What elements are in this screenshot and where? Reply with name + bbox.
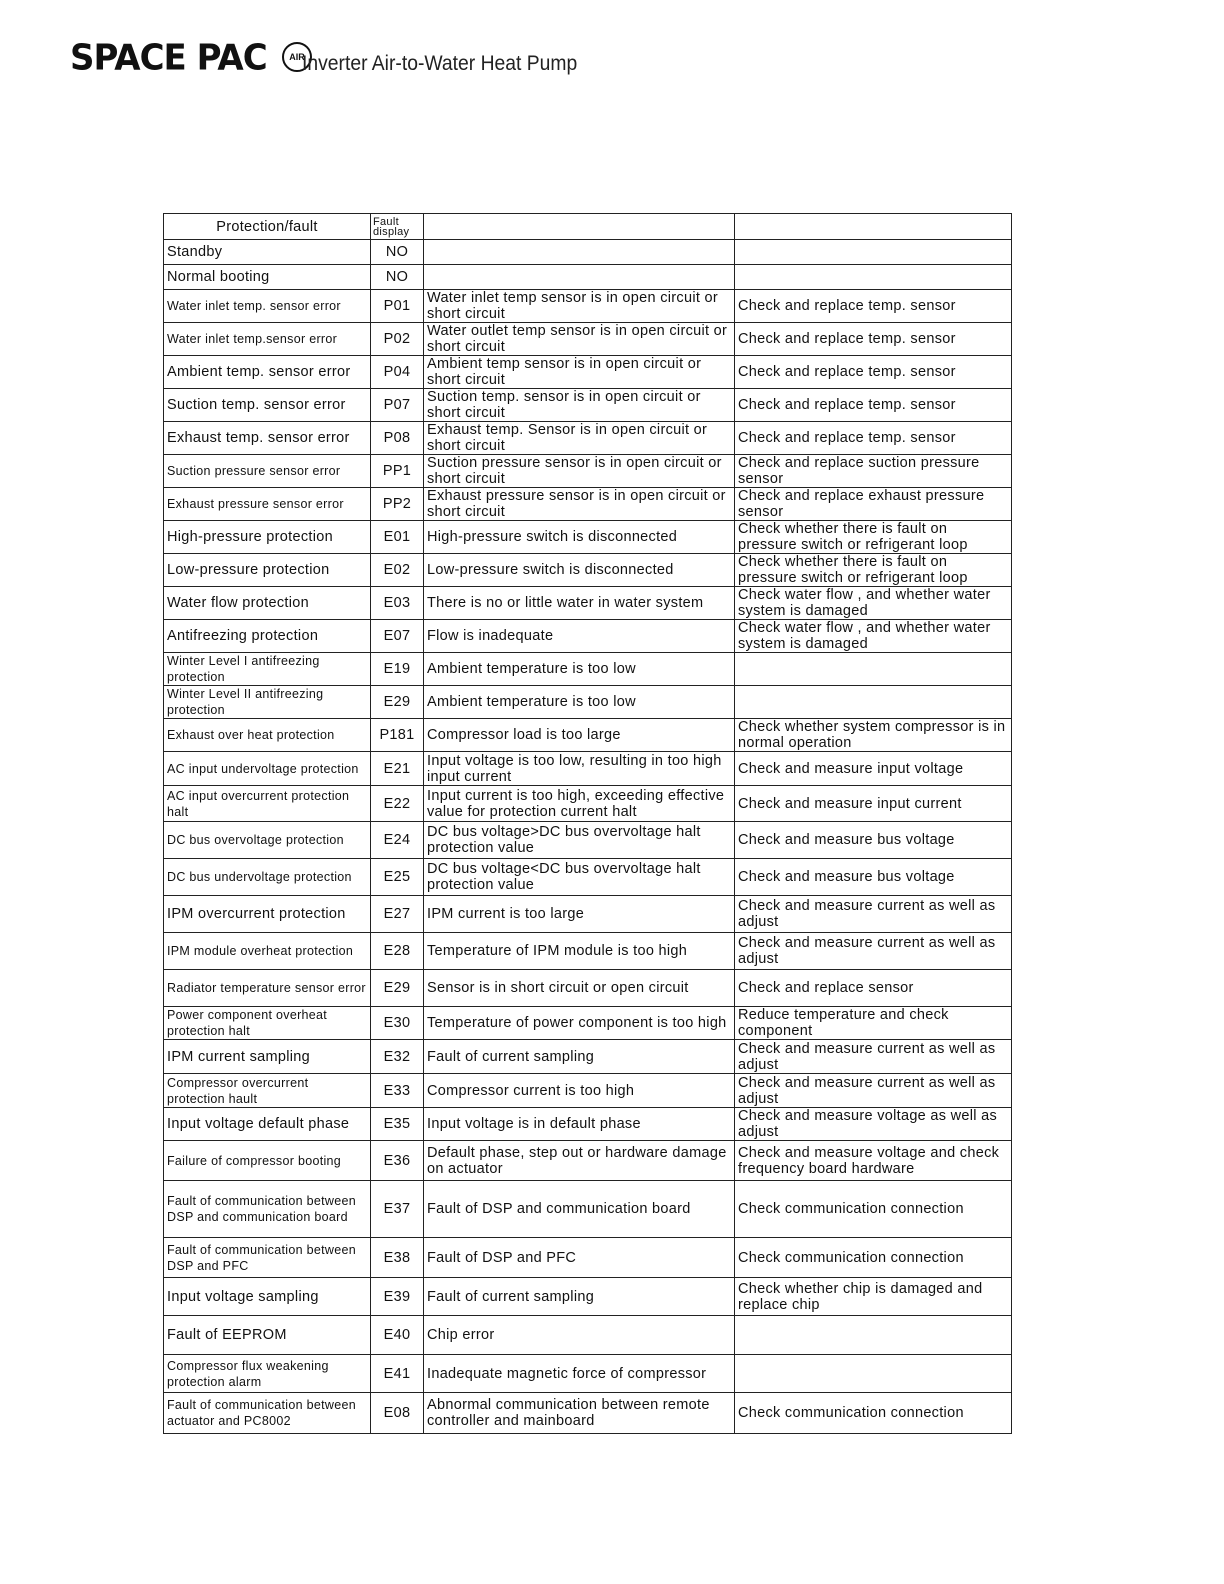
fault-cause-cell: Fault of DSP and communication board	[424, 1181, 735, 1238]
fault-code-cell: E22	[371, 786, 424, 822]
fault-name-cell: Power component overheat protection halt	[164, 1007, 371, 1040]
fault-code-cell: E35	[371, 1108, 424, 1141]
table-row	[164, 970, 1012, 1007]
table-row	[164, 455, 1012, 488]
fault-code-cell: E29	[371, 970, 424, 1007]
fault-code-cell: E32	[371, 1040, 424, 1074]
table-row	[164, 488, 1012, 521]
fault-solution-cell: Check and measure bus voltage	[735, 859, 1012, 896]
fault-cause-cell: Temperature of power component is too high	[424, 1007, 735, 1040]
fault-solution-cell: Check and replace temp. sensor	[735, 422, 1012, 455]
fault-name-cell: IPM overcurrent protection	[164, 896, 371, 933]
fault-code-cell: E02	[371, 554, 424, 587]
logo-seal-icon: AIR	[282, 42, 312, 72]
table-row	[164, 1316, 1012, 1355]
fault-code-cell: E41	[371, 1355, 424, 1393]
fault-name-cell: Fault of EEPROM	[164, 1316, 371, 1355]
table-row	[164, 653, 1012, 686]
fault-solution-cell: Check communication connection	[735, 1238, 1012, 1278]
fault-code-cell: E40	[371, 1316, 424, 1355]
fault-code-cell: E01	[371, 521, 424, 554]
fault-cause-cell	[424, 240, 735, 265]
fault-name-cell: DC bus overvoltage protection	[164, 822, 371, 859]
fault-code-cell: E24	[371, 822, 424, 859]
fault-name-cell: Antifreezing protection	[164, 620, 371, 653]
fault-cause-cell: Low-pressure switch is disconnected	[424, 554, 735, 587]
table-row	[164, 859, 1012, 896]
fault-solution-cell	[735, 653, 1012, 686]
column-header-fault-display: Fault display	[371, 214, 424, 240]
fault-code-cell: NO	[371, 240, 424, 265]
fault-code-cell: E29	[371, 686, 424, 719]
fault-solution-cell: Check and replace temp. sensor	[735, 356, 1012, 389]
fault-name-cell: IPM module overheat protection	[164, 933, 371, 970]
table-row	[164, 521, 1012, 554]
fault-name-cell: Winter Level II antifreezing protection	[164, 686, 371, 719]
fault-cause-cell: DC bus voltage<DC bus overvoltage halt protection value	[424, 859, 735, 896]
table-row	[164, 389, 1012, 422]
fault-solution-cell: Check and measure current as well as adjust	[735, 1040, 1012, 1074]
fault-code-cell: PP1	[371, 455, 424, 488]
fault-name-cell: Fault of communication between DSP and PFC	[164, 1238, 371, 1278]
fault-code-cell: P181	[371, 719, 424, 752]
fault-solution-cell: Check whether chip is damaged and replace chip	[735, 1278, 1012, 1316]
fault-cause-cell: Water outlet temp sensor is in open circuit or short circuit	[424, 323, 735, 356]
fault-name-cell: AC input undervoltage protection	[164, 752, 371, 786]
fault-code-cell: E36	[371, 1141, 424, 1181]
table-row	[164, 323, 1012, 356]
fault-solution-cell: Check and replace suction pressure sensor	[735, 455, 1012, 488]
fault-name-cell: High-pressure protection	[164, 521, 371, 554]
fault-cause-cell: Flow is inadequate	[424, 620, 735, 653]
fault-solution-cell: Check whether system compressor is in normal operation	[735, 719, 1012, 752]
table-row	[164, 1141, 1012, 1181]
fault-code-cell: P08	[371, 422, 424, 455]
table-row	[164, 752, 1012, 786]
fault-cause-cell: Fault of DSP and PFC	[424, 1238, 735, 1278]
fault-solution-cell: Check and measure input voltage	[735, 752, 1012, 786]
fault-code-cell: E19	[371, 653, 424, 686]
table-row	[164, 822, 1012, 859]
fault-solution-cell: Check and measure voltage and check frequency board hardware	[735, 1141, 1012, 1181]
fault-name-cell: Ambient temp. sensor error	[164, 356, 371, 389]
table-row	[164, 265, 1012, 290]
table-body	[164, 240, 1012, 1434]
brand-logo: SPACE PAC	[70, 37, 267, 79]
fault-solution-cell	[735, 686, 1012, 719]
fault-name-cell: Failure of compressor booting	[164, 1141, 371, 1181]
table-row	[164, 1108, 1012, 1141]
fault-solution-cell: Check and measure voltage as well as adjust	[735, 1108, 1012, 1141]
fault-cause-cell: Ambient temp sensor is in open circuit or short circuit	[424, 356, 735, 389]
fault-solution-cell: Check and measure current as well as adjust	[735, 896, 1012, 933]
fault-cause-cell: Fault of current sampling	[424, 1278, 735, 1316]
fault-table	[163, 213, 1012, 1434]
fault-name-cell: Suction pressure sensor error	[164, 455, 371, 488]
fault-name-cell: Exhaust pressure sensor error	[164, 488, 371, 521]
fault-solution-cell: Check water flow , and whether water system is damaged	[735, 587, 1012, 620]
fault-code-cell: E03	[371, 587, 424, 620]
fault-name-cell: Normal booting	[164, 265, 371, 290]
table-row	[164, 1181, 1012, 1238]
table-row	[164, 719, 1012, 752]
fault-name-cell: Exhaust temp. sensor error	[164, 422, 371, 455]
table-row	[164, 356, 1012, 389]
fault-cause-cell: Fault of current sampling	[424, 1040, 735, 1074]
fault-cause-cell: Exhaust pressure sensor is in open circuit or short circuit	[424, 488, 735, 521]
fault-cause-cell	[424, 265, 735, 290]
table-row	[164, 686, 1012, 719]
table-row	[164, 587, 1012, 620]
fault-name-cell: Water inlet temp.sensor error	[164, 323, 371, 356]
fault-solution-cell: Check communication connection	[735, 1393, 1012, 1434]
fault-solution-cell: Reduce temperature and check component	[735, 1007, 1012, 1040]
fault-name-cell: Fault of communication between actuator and PC8002	[164, 1393, 371, 1434]
fault-solution-cell: Check and replace temp. sensor	[735, 389, 1012, 422]
table-row	[164, 1355, 1012, 1393]
fault-solution-cell	[735, 240, 1012, 265]
fault-name-cell: Low-pressure protection	[164, 554, 371, 587]
table-header-row	[164, 214, 1012, 240]
fault-cause-cell: IPM current is too large	[424, 896, 735, 933]
fault-code-cell: E07	[371, 620, 424, 653]
fault-code-cell: NO	[371, 265, 424, 290]
fault-code-cell: P04	[371, 356, 424, 389]
fault-code-cell: P01	[371, 290, 424, 323]
fault-solution-cell: Check whether there is fault on pressure switch or refrigerant loop	[735, 521, 1012, 554]
fault-name-cell: AC input overcurrent protection halt	[164, 786, 371, 822]
fault-cause-cell: Inadequate magnetic force of compressor	[424, 1355, 735, 1393]
fault-cause-cell: High-pressure switch is disconnected	[424, 521, 735, 554]
table-row	[164, 240, 1012, 265]
fault-solution-cell: Check and replace temp. sensor	[735, 323, 1012, 356]
fault-cause-cell: Default phase, step out or hardware damage on actuator	[424, 1141, 735, 1181]
fault-solution-cell: Check and measure input current	[735, 786, 1012, 822]
fault-code-cell: PP2	[371, 488, 424, 521]
fault-solution-cell: Check and replace sensor	[735, 970, 1012, 1007]
column-header-cause	[424, 214, 735, 240]
fault-name-cell: IPM current sampling	[164, 1040, 371, 1074]
fault-cause-cell: Water inlet temp sensor is in open circuit or short circuit	[424, 290, 735, 323]
fault-code-cell: E37	[371, 1181, 424, 1238]
table-row	[164, 1393, 1012, 1434]
table-row	[164, 933, 1012, 970]
fault-cause-cell: Compressor load is too large	[424, 719, 735, 752]
fault-name-cell: DC bus undervoltage protection	[164, 859, 371, 896]
fault-name-cell: Standby	[164, 240, 371, 265]
fault-code-cell: P02	[371, 323, 424, 356]
fault-name-cell: Exhaust over heat protection	[164, 719, 371, 752]
fault-cause-cell: Suction pressure sensor is in open circuit or short circuit	[424, 455, 735, 488]
fault-solution-cell	[735, 265, 1012, 290]
fault-name-cell: Compressor overcurrent protection hault	[164, 1074, 371, 1108]
fault-cause-cell: Input voltage is too low, resulting in too high input current	[424, 752, 735, 786]
fault-solution-cell: Check and measure bus voltage	[735, 822, 1012, 859]
table-row	[164, 1238, 1012, 1278]
fault-solution-cell: Check and replace exhaust pressure sensor	[735, 488, 1012, 521]
fault-cause-cell: Ambient temperature is too low	[424, 653, 735, 686]
fault-code-cell: E25	[371, 859, 424, 896]
page-header	[70, 38, 770, 78]
table-row	[164, 554, 1012, 587]
fault-cause-cell: Sensor is in short circuit or open circuit	[424, 970, 735, 1007]
column-header-protection: Protection/fault	[164, 214, 371, 240]
fault-cause-cell: Temperature of IPM module is too high	[424, 933, 735, 970]
fault-cause-cell: DC bus voltage>DC bus overvoltage halt protection value	[424, 822, 735, 859]
table-row	[164, 1040, 1012, 1074]
fault-name-cell: Fault of communication between DSP and communication board	[164, 1181, 371, 1238]
table-row	[164, 290, 1012, 323]
fault-name-cell: Suction temp. sensor error	[164, 389, 371, 422]
fault-code-cell: E33	[371, 1074, 424, 1108]
table-row	[164, 1007, 1012, 1040]
fault-name-cell: Input voltage sampling	[164, 1278, 371, 1316]
fault-solution-cell	[735, 1316, 1012, 1355]
table-row	[164, 1278, 1012, 1316]
table-row	[164, 786, 1012, 822]
fault-cause-cell: Abnormal communication between remote controller and mainboard	[424, 1393, 735, 1434]
fault-name-cell: Compressor flux weakening protection alarm	[164, 1355, 371, 1393]
fault-solution-cell	[735, 1355, 1012, 1393]
fault-solution-cell: Check whether there is fault on pressure switch or refrigerant loop	[735, 554, 1012, 587]
fault-code-cell: E27	[371, 896, 424, 933]
fault-cause-cell: Suction temp. sensor is in open circuit or short circuit	[424, 389, 735, 422]
fault-code-cell: E38	[371, 1238, 424, 1278]
table-row	[164, 620, 1012, 653]
document-subtitle: Inverter Air-to-Water Heat Pump	[302, 52, 578, 75]
table-row	[164, 896, 1012, 933]
fault-name-cell: Radiator temperature sensor error	[164, 970, 371, 1007]
column-header-solution	[735, 214, 1012, 240]
table-row	[164, 422, 1012, 455]
fault-name-cell: Water flow protection	[164, 587, 371, 620]
fault-name-cell: Winter Level I antifreezing protection	[164, 653, 371, 686]
fault-cause-cell: Input voltage is in default phase	[424, 1108, 735, 1141]
fault-solution-cell: Check communication connection	[735, 1181, 1012, 1238]
fault-code-cell: E30	[371, 1007, 424, 1040]
fault-name-cell: Input voltage default phase	[164, 1108, 371, 1141]
fault-code-cell: E28	[371, 933, 424, 970]
table-row	[164, 1074, 1012, 1108]
fault-cause-cell: Exhaust temp. Sensor is in open circuit or short circuit	[424, 422, 735, 455]
fault-solution-cell: Check and measure current as well as adjust	[735, 933, 1012, 970]
fault-solution-cell: Check and measure current as well as adjust	[735, 1074, 1012, 1108]
fault-solution-cell: Check and replace temp. sensor	[735, 290, 1012, 323]
fault-code-cell: P07	[371, 389, 424, 422]
fault-cause-cell: Chip error	[424, 1316, 735, 1355]
fault-cause-cell: Compressor current is too high	[424, 1074, 735, 1108]
fault-cause-cell: Input current is too high, exceeding effective value for protection current halt	[424, 786, 735, 822]
fault-solution-cell: Check water flow , and whether water system is damaged	[735, 620, 1012, 653]
fault-cause-cell: There is no or little water in water system	[424, 587, 735, 620]
fault-code-cell: E08	[371, 1393, 424, 1434]
fault-code-cell: E21	[371, 752, 424, 786]
fault-code-cell: E39	[371, 1278, 424, 1316]
fault-cause-cell: Ambient temperature is too low	[424, 686, 735, 719]
fault-name-cell: Water inlet temp. sensor error	[164, 290, 371, 323]
